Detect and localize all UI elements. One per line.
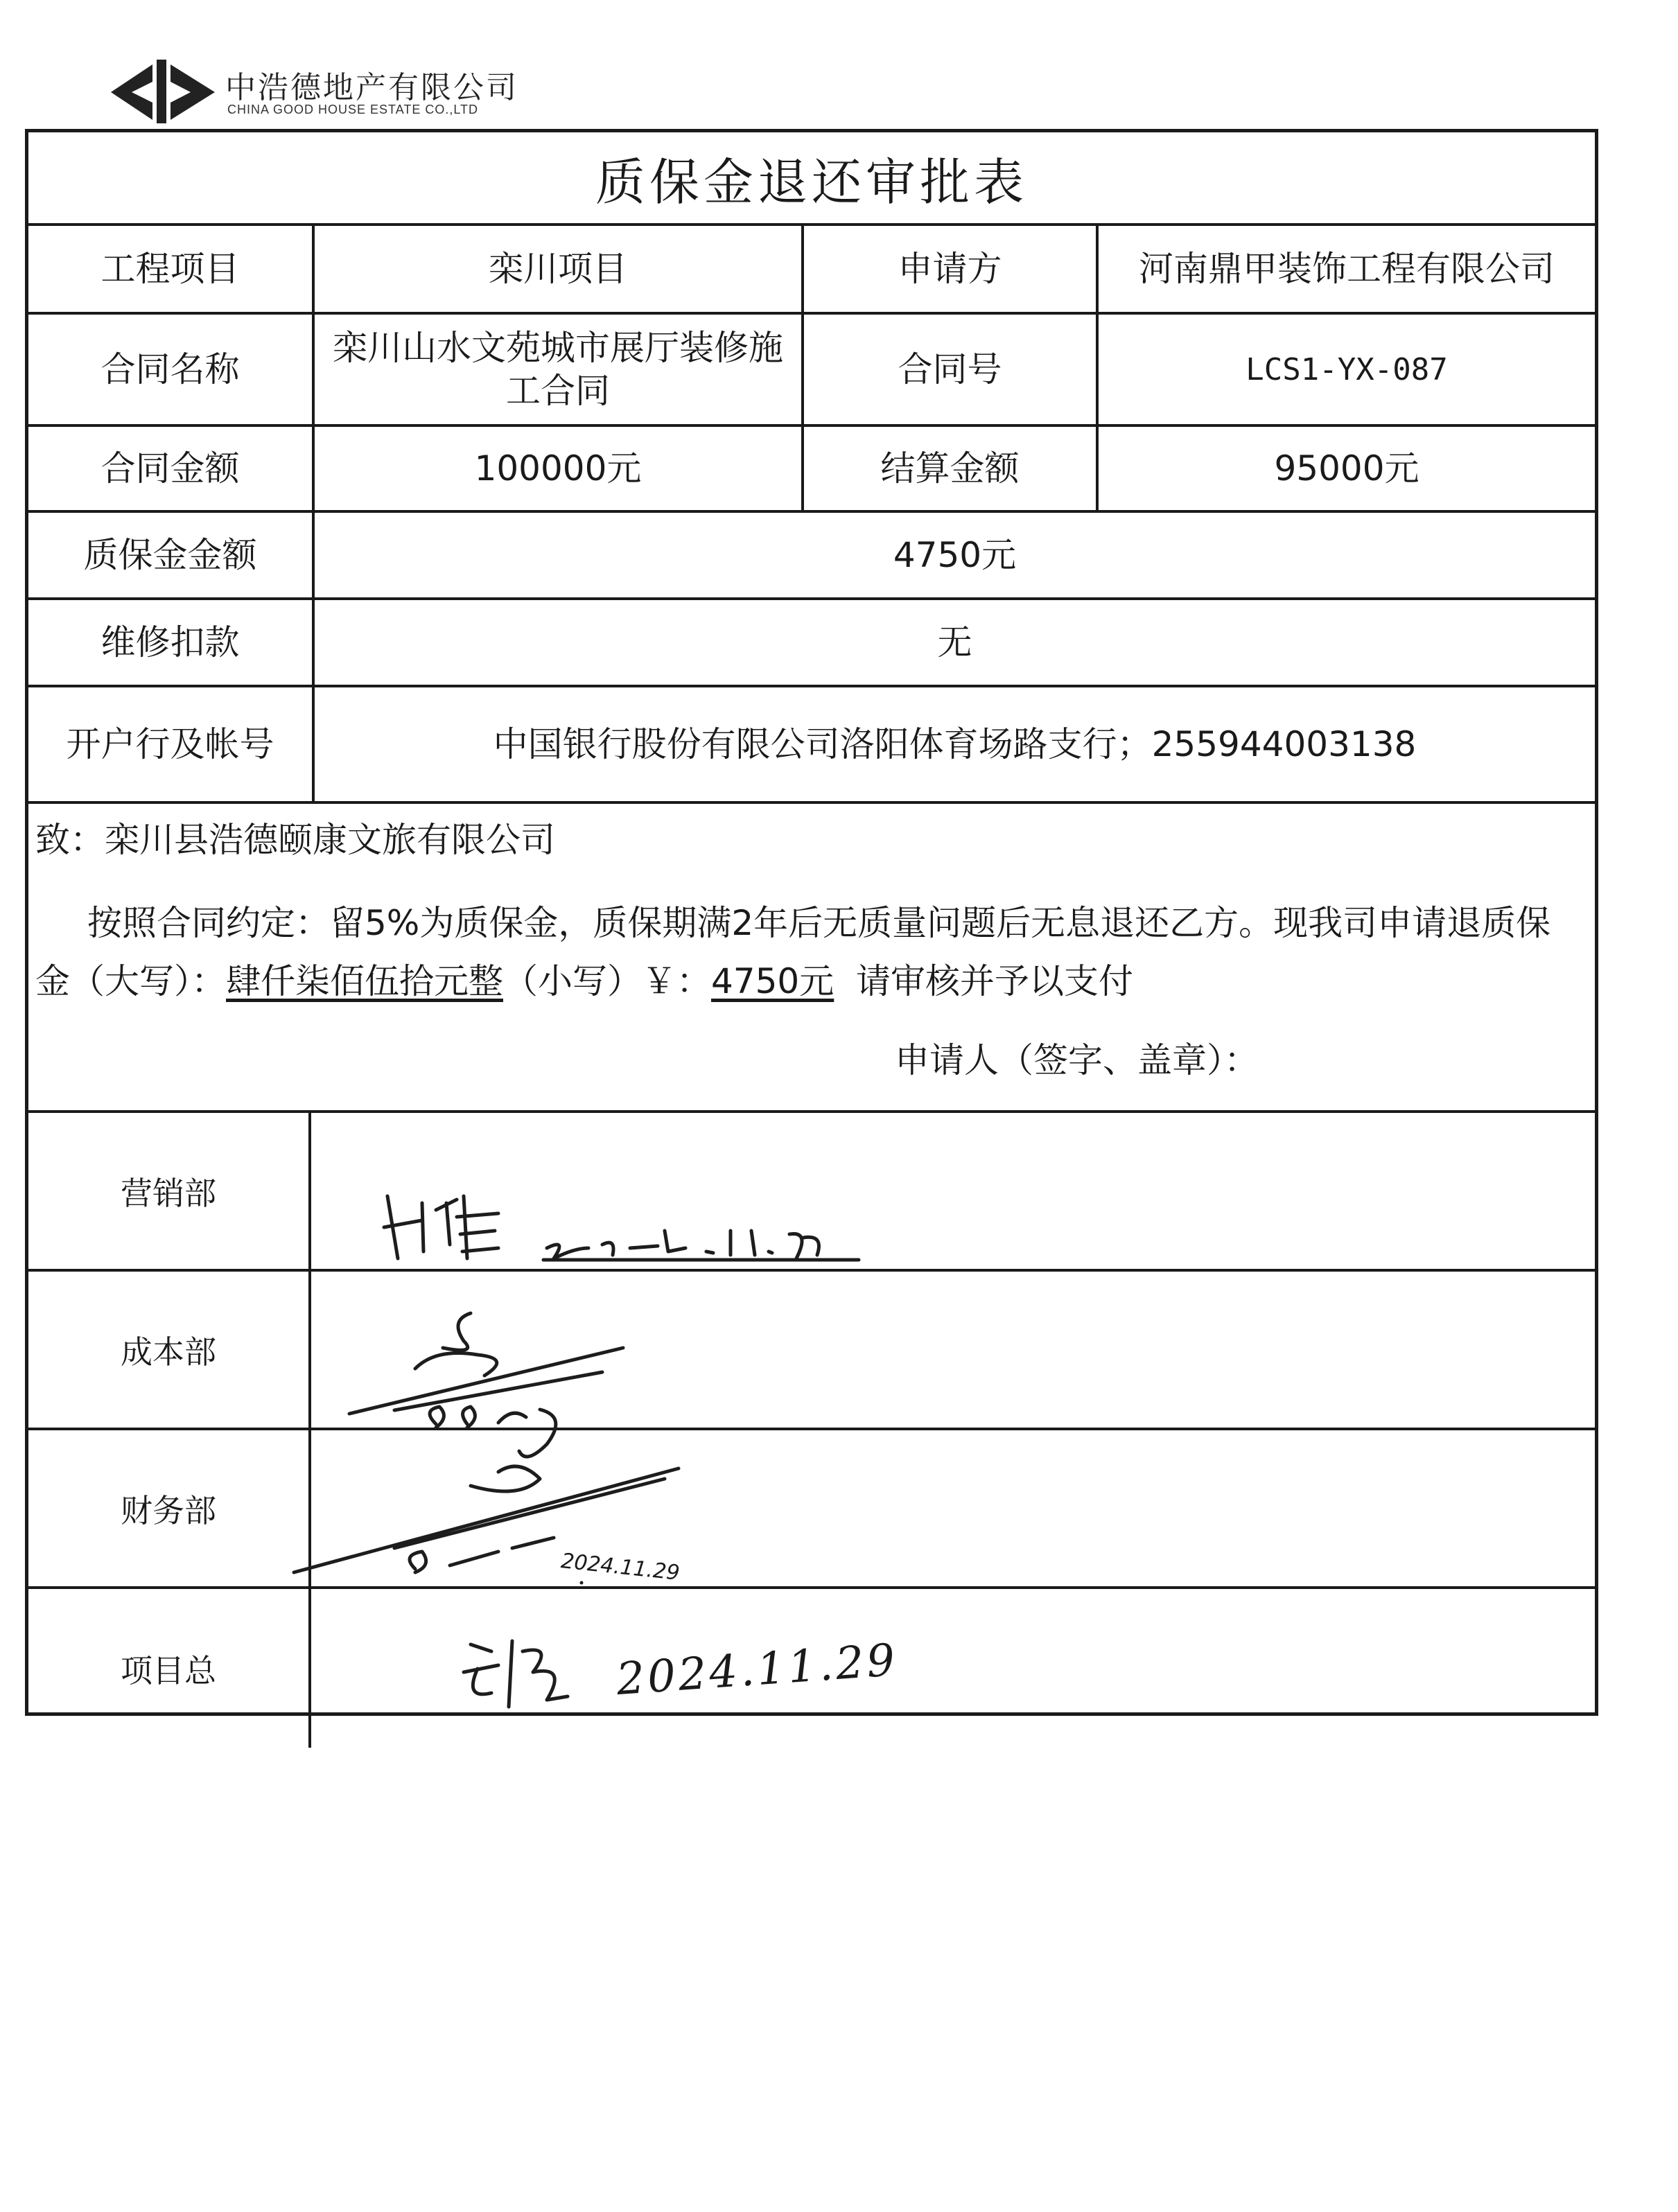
deduction-label: 维修扣款: [28, 600, 315, 685]
contract-name-value: 栾川山水文苑城市展厅装修施工合同: [315, 315, 804, 424]
approval-row-cost: [28, 1272, 1595, 1430]
contract-amount-value: 100000元: [315, 427, 804, 510]
project-director-signature-date: 2024.11.29: [614, 1634, 900, 1706]
contract-name-label: 合同名称: [28, 315, 315, 424]
applicant-signature-label: 申请人（签字、盖章）：: [895, 1040, 1259, 1080]
cost-dept-label: 成本部: [28, 1272, 311, 1428]
contract-amount-label: 合同金额: [28, 427, 315, 510]
letter-body-start: 按照合同约定：留5%为质保金，质保期满2年后无质量问题后无息退还乙方。现我司申请退质保金（大写）：: [35, 903, 1551, 1001]
finance-dept-label: 财务部: [28, 1430, 311, 1586]
project-label: 工程项目: [28, 226, 315, 312]
warranty-value: 4750元: [893, 534, 1017, 575]
approval-row-finance: [28, 1430, 1595, 1589]
row-warranty: [28, 513, 1595, 600]
finance-signature-date: 2024.11.29: [559, 1549, 681, 1586]
bank-value: 中国银行股份有限公司洛阳体育场路支行；255944003138: [493, 723, 1417, 764]
row-bank: [28, 687, 1595, 801]
applicant-value: 河南鼎甲装饰工程有限公司: [1139, 248, 1555, 289]
company-logo-mark-icon: [104, 54, 222, 130]
approval-row-project-director: [28, 1589, 1595, 1748]
company-name-cn: 中浩德地产有限公司: [225, 70, 518, 105]
contract-no-label: 合同号: [804, 315, 1099, 424]
amount-small: 4750元: [711, 961, 834, 1001]
deduction-value: 无: [937, 622, 972, 662]
approval-section: [28, 1113, 1595, 1748]
row-contract: [28, 315, 1595, 427]
project-director-signature: [457, 1631, 609, 1728]
warranty-label: 质保金金额: [28, 513, 315, 597]
contract-no-value: LCS1-YX-087: [1246, 351, 1448, 387]
letter-body-end: 请审核并予以支付: [856, 961, 1134, 1001]
letter-addressee: 致：栾川县浩德颐康文旅有限公司: [35, 820, 555, 860]
letter-mid-text: （小写）￥：: [503, 961, 711, 1001]
approval-form: [25, 129, 1598, 1716]
row-project: [28, 226, 1595, 315]
project-director-label: 项目总: [28, 1589, 311, 1748]
company-name-en: CHINA GOOD HOUSE ESTATE CO.,LTD: [227, 103, 479, 116]
amount-capital: 肆仟柒佰伍拾元整: [226, 961, 503, 1001]
applicant-label: 申请方: [804, 226, 1099, 312]
row-amounts: [28, 427, 1595, 513]
marketing-signature-area: [311, 1113, 1595, 1269]
letter-body: [35, 894, 1560, 1010]
form-title: 质保金退还审批表: [28, 132, 1595, 226]
approval-row-marketing: [28, 1113, 1595, 1272]
project-value: 栾川项目: [315, 226, 804, 312]
bank-label: 开户行及帐号: [28, 687, 315, 801]
marketing-dept-label: 营销部: [28, 1113, 311, 1269]
row-deduction: [28, 600, 1595, 687]
marketing-signature: [381, 1182, 866, 1272]
project-director-signature-area: [311, 1589, 1595, 1748]
finance-signature-area: [311, 1430, 1595, 1586]
settlement-value: 95000元: [1274, 448, 1419, 489]
settlement-label: 结算金额: [804, 427, 1099, 510]
info-grid: [28, 226, 1595, 801]
request-letter: [28, 801, 1595, 1113]
